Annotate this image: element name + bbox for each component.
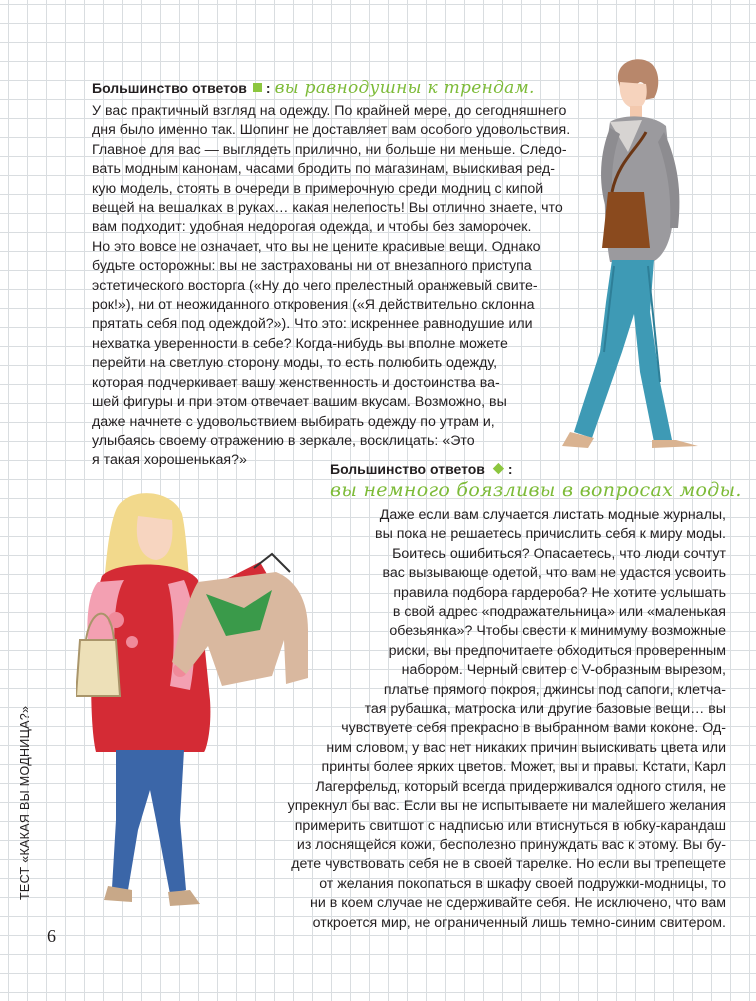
- section2-line: набором. Черный свитер с V-образным вырезом,: [401, 662, 726, 679]
- section2-heading: [330, 461, 513, 477]
- green-diamond-icon: [493, 463, 504, 474]
- section1-heading-script: вы равнодушны к трендам.: [274, 78, 535, 98]
- section1-line: вам подходит: удобная недорогая одежда, и чтобы без заморочек.: [92, 219, 532, 236]
- section1-body: [92, 102, 570, 471]
- section2-line: вас вызывающе одетой, что вам не удастся усвоить: [382, 565, 726, 582]
- section1-line: я такая хорошенькая?»: [92, 452, 247, 469]
- section1-line: Но это вовсе не означает, что вы не цените красивые вещи. Однако: [92, 238, 541, 255]
- section2-line: ним словом, у вас нет никаких причин выискивать цвета или: [326, 739, 726, 756]
- section1-line: нехватка уверенности в себе? Когда-нибудь вы вполне можете: [92, 335, 508, 352]
- section1-line: рок!»), ни от неожиданного откровения («Я действительно склонна: [92, 297, 535, 314]
- green-square-icon: [253, 83, 262, 92]
- blonde-woman-illustration: [76, 490, 328, 922]
- walking-woman-illustration: [548, 52, 718, 452]
- section2-heading-script: вы немного боязливы в вопросах моды.: [330, 479, 742, 501]
- section2-heading-script-row: [330, 479, 742, 501]
- section2-line: в свой адрес «подражательница» или «маленькая: [392, 604, 726, 621]
- section2-line: откроется мир, не ограниченный лишь темно-синим свитером.: [312, 914, 726, 931]
- section1-line: У вас практичный взгляд на одежду. По крайней мере, до сегодняшнего: [92, 103, 567, 119]
- section1-line: дня было именно так. Шопинг не доставляет вам особого удовольствия.: [92, 122, 571, 139]
- section2-line: тая рубашка, матроска или другие базовые вещи… вы: [364, 701, 726, 718]
- section1-heading-colon: :: [265, 80, 271, 96]
- section2-line: вы пока не решаетесь причислить себя к миру моды.: [375, 526, 726, 543]
- section1-line: которая подчеркивает вашу женственность и достоинства ва-: [92, 374, 500, 391]
- section1-line: кую модель, стоять в очереди в примерочную среди модниц с кипой: [92, 180, 544, 197]
- section2-line: примерить свитшот с надписью или втиснуться в юбку-карандаш: [294, 817, 726, 834]
- section2-heading-label: Большинство ответов: [330, 461, 485, 477]
- section1-line: вещей на вешалках в руках… какая нелепость! Вы отлично знаете, что: [92, 200, 563, 217]
- section1-heading: [92, 78, 535, 98]
- section2-heading-colon: :: [507, 461, 513, 477]
- side-caption: ТЕСТ «КАКАЯ ВЫ МОДНИЦА?»: [18, 705, 32, 900]
- section2-line: от желания покопаться в шкафу своей подружки-модницы, то: [319, 875, 726, 892]
- section1-line: перейти на светлую сторону моды, то есть полюбить одежду,: [92, 355, 498, 372]
- section2-body: [288, 506, 726, 933]
- section2-line: ни в коем случае не сдерживайте себя. Не исключено, что вам: [310, 895, 726, 912]
- section2-line: чувствуете себя прекрасно в выбранном вами коконе. Од-: [341, 720, 726, 737]
- section1-heading-label: Большинство ответов: [92, 80, 247, 96]
- section2-line: риски, вы предпочитаете обходиться проверенным: [388, 642, 726, 659]
- section1-line: даже начнете с удовольствием выбирать одежду по утрам и,: [92, 413, 495, 430]
- section2-line: принты более ярких цветов. Может, вы и правы. Кстати, Карл: [321, 759, 726, 776]
- section2-line: упрекнул бы вас. Если вы не испытываете ни малейшего желания: [287, 798, 726, 815]
- page-number: 6: [47, 926, 56, 946]
- section1-line: шей фигуры и при этом отвечает вашим вкусам. Возможно, вы: [92, 394, 507, 411]
- section2-line: платье прямого покроя, джинсы под сапоги, клетча-: [383, 681, 726, 698]
- section2-line: дете чувствовать себя не в своей тарелке. Но если вы трепещете: [291, 856, 726, 873]
- section2-line: Даже если вам случается листать модные журналы,: [379, 507, 726, 523]
- section1-line: Главное для вас — выглядеть прилично, ни больше ни меньше. Следо-: [92, 141, 567, 158]
- section1-line: будьте осторожны: вы не застрахованы ни от внезапного приступа: [92, 258, 532, 275]
- section1-line: вать модным канонам, часами бродить по магазинам, выискивая ред-: [92, 161, 555, 178]
- section2-line: Боитесь ошибиться? Опасаетесь, что люди сочтут: [392, 545, 726, 562]
- section2-line: Лагерфельд, который всегда придерживался одного стиля, не: [315, 778, 726, 795]
- section1-line: эстетического восторга («Ну до чего прелестный оранжевый свите-: [92, 277, 538, 294]
- section1-line: прятать себя под одеждой?»). Что это: искреннее равнодушие или: [92, 316, 533, 333]
- section1-line: улыбаясь своему отражению в зеркале, восклицать: «Это: [92, 432, 475, 449]
- section2-line: обезьянка»? Чтобы свести к минимуму возможные: [389, 623, 726, 640]
- section2-line: правила подбора гардероба? Не хотите услышать: [393, 584, 726, 601]
- section2-line: из лоснящейся кожи, бесполезно принуждать вас к этому. Вы бу-: [296, 836, 726, 853]
